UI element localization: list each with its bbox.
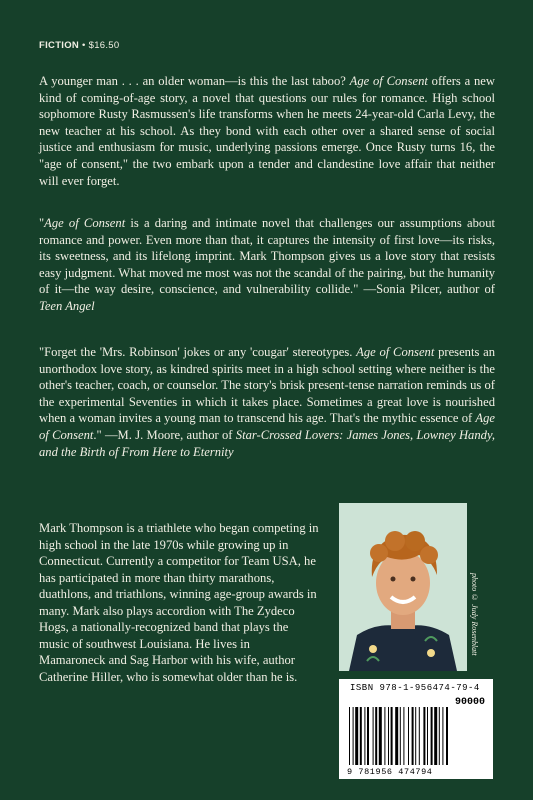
- author-portrait-image: [339, 503, 467, 671]
- review-moore: "Forget the 'Mrs. Robinson' jokes or any 'cougar' stereotypes. Age of Consent presents an unorthodox love story, as kindred spirits meet in a high school setting where neither is the other's teacher, coach, or counselor. The story's brisk present-tense narration reminds us of the experimental Seventies in which it takes place. Sometimes a great love is nourished when a woman invites a young man to transcend his age. That's the mythic essence of Age of Consent." —M. J. Moore, author of Star-Crossed Lovers: James Jones, Lowney Handy, and the Birth of From Here to Eternity: [39, 345, 496, 459]
- barcode-bar: [400, 707, 401, 765]
- barcode-bar: [434, 707, 437, 765]
- barcode-digits: 9 781956 474794: [347, 767, 433, 777]
- barcode-bar: [431, 707, 433, 765]
- barcode-bar: [379, 707, 382, 765]
- barcode-bar: [388, 707, 389, 765]
- barcode-bar: [367, 707, 369, 765]
- barcode-bar: [349, 707, 350, 765]
- review-pilcer: "Age of Consent is a daring and intimate novel that challenges our assumptions about romance and power. Even more than that, it captures the intensity of first love—its risks, its sweetness, and its lifelong imprint. Mark Thompson gives us a love story that resists easy judgment. What moved me most was not the scandal of the pairing, but the humanity of it—the way desire, conscience, and vulnerability collide." —Sonia Pilcer, author of Teen Angel: [39, 216, 495, 313]
- category-price-line: [39, 40, 119, 51]
- barcode-bar: [373, 707, 374, 765]
- barcode-bar: [364, 707, 365, 765]
- price-code: 90000: [454, 697, 485, 708]
- barcode-bar: [439, 707, 440, 765]
- isbn-barcode: [339, 679, 493, 779]
- isbn-number: ISBN 978-1-956474-79-4: [350, 683, 480, 693]
- barcode-bar: [360, 707, 362, 765]
- barcode-bar: [446, 707, 448, 765]
- category-label: FICTION: [39, 40, 80, 51]
- barcode-bar: [427, 707, 428, 765]
- barcode-bar: [395, 707, 398, 765]
- barcode-bar: [391, 707, 393, 765]
- photo-credit: photo © Judy Rosenblatt: [470, 573, 479, 656]
- author-photo: [339, 503, 467, 671]
- barcode-bar: [423, 707, 425, 765]
- barcode-bar: [415, 707, 416, 765]
- barcode-bars: [339, 679, 493, 779]
- barcode-bar: [384, 707, 385, 765]
- barcode-bar: [419, 707, 420, 765]
- barcode-bar: [355, 707, 358, 765]
- barcode-bar: [353, 707, 354, 765]
- barcode-bar: [412, 707, 414, 765]
- barcode-bar: [442, 707, 443, 765]
- price-label: • $16.50: [79, 40, 120, 51]
- barcode-bar: [375, 707, 377, 765]
- book-description: A younger man . . . an older woman—is this the last taboo? Age of Consent offers a new kind of coming-of-age story, a novel that questions our rules for romance. High school sophomore Rusty Rasmussen's life transforms when he meets 24-year-old Carla Levy, the new teacher at his school. As they bond with each other over a shared sense of social justice and enthusiasm for music, underlying passions emerge. Once Rusty turns 16, the "age of consent," the two embark upon a tender and clandestine love affair that neither will ever forget.: [39, 74, 495, 188]
- barcode-bar: [403, 707, 404, 765]
- author-bio: Mark Thompson is a triathlete who began competing in high school in the late 1970s while growing up in Connecticut. Currently a competitor for Team USA, he has participated in more than thirty marathons, duathlons, and triathlons, winning age-group awards in many. Mark also plays accordion with The Zydeco Hogs, a nationally-recognized band that plays the music of southwest Louisiana. He lives in Mamaroneck and Sag Harbor with his wife, author Catherine Hiller, who is somewhat older than he is.: [39, 521, 319, 684]
- barcode-bar: [408, 707, 409, 765]
